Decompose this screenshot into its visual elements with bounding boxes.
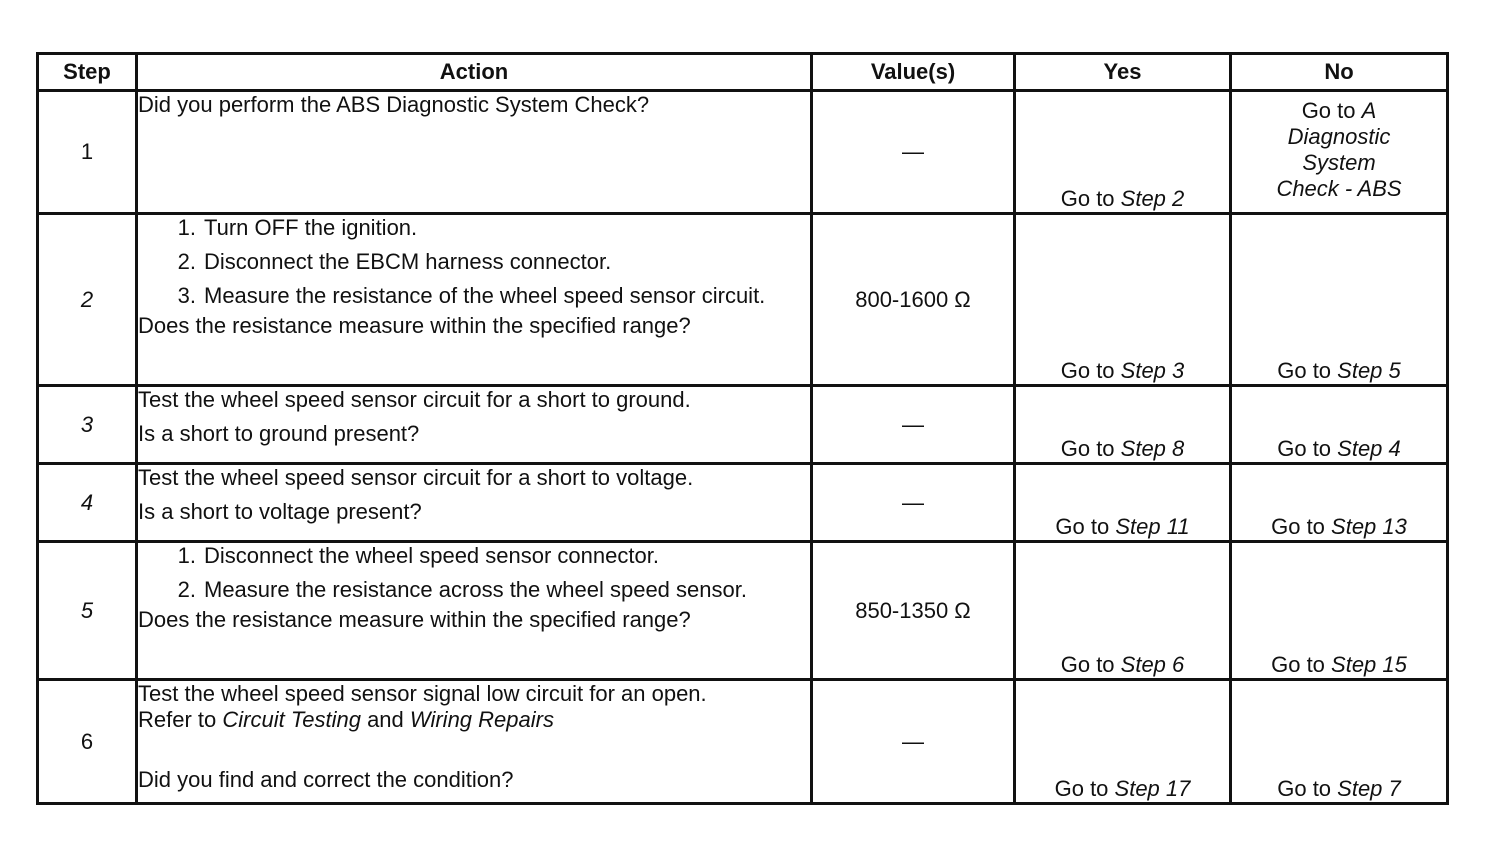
- action-list: [138, 215, 810, 309]
- value-cell: —: [812, 464, 1015, 542]
- value-cell: —: [812, 91, 1015, 214]
- step-number: 2: [38, 214, 137, 386]
- no-cell: [1231, 91, 1448, 214]
- header-no: No: [1231, 54, 1448, 91]
- list-item: 2. Measure the resistance across the wheel speed sensor.: [177, 577, 747, 602]
- yes-cell: [1015, 680, 1231, 804]
- step-link[interactable]: Step 15: [1331, 652, 1407, 677]
- refer-text: Refer to Circuit Testing and Wiring Repairs: [138, 707, 554, 732]
- go-to-prefix: Go to: [1271, 514, 1332, 539]
- list-item: 2. Disconnect the EBCM harness connector.: [177, 249, 612, 274]
- step-link[interactable]: Step 3: [1120, 358, 1185, 383]
- step-number: 4: [38, 464, 137, 542]
- action-text: Test the wheel speed sensor circuit for a short to voltage.: [138, 465, 694, 490]
- action-cell: [137, 91, 812, 214]
- yes-cell: [1015, 386, 1231, 464]
- table-row: [38, 680, 1448, 804]
- step-link[interactable]: Step 17: [1114, 776, 1191, 801]
- go-to-prefix: Go to: [1277, 358, 1338, 383]
- go-to-prefix: Go to: [1055, 514, 1116, 539]
- action-cell: [137, 680, 812, 804]
- header-step: Step: [38, 54, 137, 91]
- go-to-prefix: Go to: [1060, 652, 1121, 677]
- question-text: Does the resistance measure within the specified range?: [138, 313, 691, 338]
- action-cell: [137, 214, 812, 386]
- go-to-prefix: Go to: [1060, 186, 1121, 211]
- step-number: 5: [38, 542, 137, 680]
- step-link[interactable]: Step 2: [1120, 186, 1185, 211]
- list-item: 1. Disconnect the wheel speed sensor connector.: [177, 543, 659, 568]
- header-values: Value(s): [812, 54, 1015, 91]
- action-text: Test the wheel speed sensor signal low circuit for an open.: [138, 681, 707, 706]
- step-link[interactable]: System: [1302, 150, 1376, 175]
- list-item: 3. Measure the resistance of the wheel speed sensor circuit.: [177, 283, 766, 308]
- table-row: [38, 91, 1448, 214]
- no-cell: [1231, 386, 1448, 464]
- question-text: Is a short to ground present?: [138, 421, 420, 446]
- action-text: Test the wheel speed sensor circuit for a short to ground.: [138, 387, 691, 412]
- step-link[interactable]: Step 4: [1337, 436, 1401, 461]
- wiring-repairs-link[interactable]: Wiring Repairs: [409, 707, 554, 732]
- action-cell: [137, 464, 812, 542]
- step-link[interactable]: Step 6: [1120, 652, 1185, 677]
- table-row: [38, 464, 1448, 542]
- go-to-prefix: Go to: [1271, 652, 1332, 677]
- yes-cell: [1015, 214, 1231, 386]
- no-cell: [1231, 214, 1448, 386]
- action-cell: [137, 542, 812, 680]
- no-cell: [1231, 542, 1448, 680]
- step-link[interactable]: Check - ABS: [1276, 176, 1402, 201]
- action-list: [138, 543, 810, 603]
- step-link[interactable]: Step 13: [1331, 514, 1407, 539]
- step-link[interactable]: Step 11: [1115, 514, 1190, 539]
- header-row: [38, 54, 1448, 91]
- diagnostic-table: [36, 52, 1449, 805]
- yes-cell: [1015, 542, 1231, 680]
- question-text: Does the resistance measure within the specified range?: [138, 607, 691, 632]
- go-to-prefix: Go to: [1060, 436, 1121, 461]
- step-link[interactable]: Step 5: [1337, 358, 1401, 383]
- step-number: 1: [38, 91, 137, 214]
- no-cell: [1231, 464, 1448, 542]
- go-to-prefix: Go to: [1277, 436, 1338, 461]
- go-to-prefix: Go to: [1301, 98, 1362, 123]
- action-text: Did you perform the ABS Diagnostic System Check?: [138, 92, 650, 117]
- value-cell: 850-1350 Ω: [812, 542, 1015, 680]
- step-number: 6: [38, 680, 137, 804]
- question-text: Is a short to voltage present?: [138, 499, 422, 524]
- step-link[interactable]: Step 7: [1337, 776, 1401, 801]
- table-row: [38, 542, 1448, 680]
- go-to-prefix: Go to: [1054, 776, 1115, 801]
- table-row: [38, 386, 1448, 464]
- action-cell: [137, 386, 812, 464]
- list-item: 1. Turn OFF the ignition.: [177, 215, 418, 240]
- table-row: [38, 214, 1448, 386]
- header-action: Action: [137, 54, 812, 91]
- go-to-prefix: Go to: [1277, 776, 1338, 801]
- step-link[interactable]: A: [1361, 98, 1377, 123]
- value-cell: 800-1600 Ω: [812, 214, 1015, 386]
- yes-cell: [1015, 91, 1231, 214]
- step-link[interactable]: Step 8: [1120, 436, 1185, 461]
- question-text: Did you find and correct the condition?: [138, 767, 514, 792]
- no-cell: [1231, 680, 1448, 804]
- go-to-prefix: Go to: [1060, 358, 1121, 383]
- step-link[interactable]: Diagnostic: [1287, 124, 1391, 149]
- value-cell: —: [812, 680, 1015, 804]
- header-yes: Yes: [1015, 54, 1231, 91]
- value-cell: —: [812, 386, 1015, 464]
- circuit-testing-link[interactable]: Circuit Testing: [222, 707, 361, 732]
- yes-cell: [1015, 464, 1231, 542]
- step-number: 3: [38, 386, 137, 464]
